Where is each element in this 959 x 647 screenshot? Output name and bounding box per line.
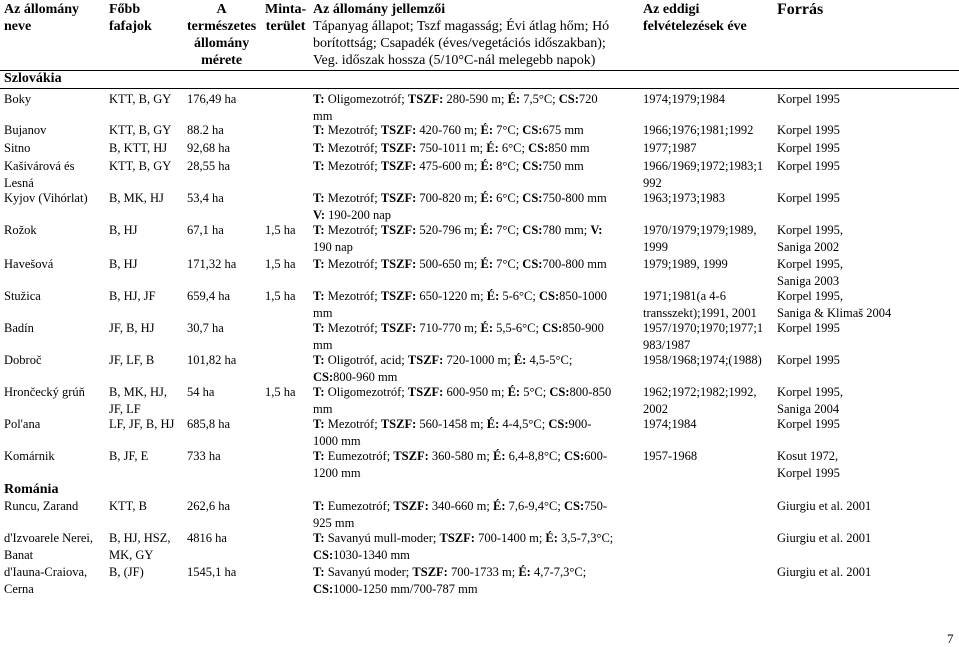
row-name-line: Boky <box>4 92 32 106</box>
row-source <box>777 352 957 369</box>
row-name-line: Cerna <box>4 582 34 596</box>
row-size <box>187 530 263 547</box>
row-size <box>187 384 263 401</box>
row-sample-area <box>265 288 311 305</box>
row-size <box>187 320 263 337</box>
row-characteristics <box>313 158 639 175</box>
col-header-eddigi-line1: Az eddigi <box>643 2 700 17</box>
row-fajok <box>109 288 185 305</box>
row-size-line: 67,1 ha <box>187 223 224 237</box>
page-number: 7 <box>947 631 954 646</box>
row-name-line: Badín <box>4 321 34 335</box>
row-fajok-line: LF, JF, B, HJ <box>109 417 175 431</box>
row-fajok-line: B, MK, HJ <box>109 191 164 205</box>
row-fajok <box>109 91 185 108</box>
row-survey-years-line: 1957/1970;1970;1977;1 <box>643 321 764 335</box>
row-survey-years-line: 1999 <box>643 240 668 254</box>
row-characteristics-line: T: Eumezotróf; TSZF: 360-580 m; É: 6,4-8,8°C; CS:600- <box>313 449 608 463</box>
row-source <box>777 384 957 418</box>
row-size <box>187 158 263 175</box>
col-header-allomany-line3: állomány <box>193 36 250 51</box>
row-size <box>187 222 263 239</box>
row-source-line: Saniga & Klimaš 2004 <box>777 306 892 320</box>
row-name <box>4 222 106 239</box>
row-survey-years <box>643 122 773 139</box>
row-characteristics-line: T: Oligotróf, acid; TSZF: 720-1000 m; É: 4,5-5°C; <box>313 353 573 367</box>
row-size <box>187 498 263 515</box>
row-size-line: 171,32 ha <box>187 257 237 271</box>
row-characteristics <box>313 564 639 598</box>
row-characteristics-line: T: Mezotróf; TSZF: 520-796 m; É: 7°C; CS:780 mm; V: <box>313 223 603 237</box>
row-size-line: 659,4 ha <box>187 289 231 303</box>
divider <box>0 88 959 89</box>
row-fajok-line: B, HJ <box>109 257 138 271</box>
row-name-line: Stužica <box>4 289 41 303</box>
row-source <box>777 158 957 175</box>
row-survey-years-line: 1966;1976;1981;1992 <box>643 123 754 137</box>
row-fajok-line: KTT, B, GY <box>109 159 172 173</box>
row-fajok <box>109 140 185 157</box>
row-characteristics-line: mm <box>313 338 333 352</box>
col-header-name-line2: neve <box>4 19 32 34</box>
row-fajok-line: B, MK, HJ, <box>109 385 167 399</box>
row-characteristics-line: CS:1000-1250 mm/700-787 mm <box>313 582 478 596</box>
row-survey-years <box>643 222 773 256</box>
row-survey-years <box>643 352 773 369</box>
row-characteristics-line: T: Oligomezotróf; TSZF: 600-950 m; É: 5°C; CS:800-850 <box>313 385 612 399</box>
row-source-line: Korpel 1995 <box>777 159 840 173</box>
row-characteristics <box>313 384 639 418</box>
col-header-jellemzoi <box>313 1 648 69</box>
row-characteristics-line: T: Mezotróf; TSZF: 475-600 m; É: 8°C; CS:750 mm <box>313 159 584 173</box>
row-size-line: 88.2 ha <box>187 123 224 137</box>
row-size-line: 92,68 ha <box>187 141 231 155</box>
col-header-name-line1: Az állomány <box>4 2 80 17</box>
row-survey-years <box>643 288 773 322</box>
row-fajok <box>109 384 185 418</box>
row-source <box>777 320 957 337</box>
row-source <box>777 530 957 547</box>
row-source <box>777 222 957 256</box>
col-header-allomany <box>187 1 256 69</box>
row-name-line: Pol'ana <box>4 417 41 431</box>
row-name <box>4 498 106 515</box>
row-source <box>777 256 957 290</box>
row-name <box>4 256 106 273</box>
row-size-line: 101,82 ha <box>187 353 237 367</box>
row-fajok-line: B, JF, E <box>109 449 149 463</box>
row-characteristics-line: 1000 mm <box>313 434 361 448</box>
row-survey-years <box>643 190 773 207</box>
col-header-fajok-line2: fafajok <box>109 19 152 34</box>
row-name <box>4 288 106 305</box>
col-header-eddigi <box>643 1 747 35</box>
row-source <box>777 564 957 581</box>
row-characteristics-line: T: Mezotróf; TSZF: 710-770 m; É: 5,5-6°C; CS:850-900 <box>313 321 604 335</box>
col-header-fajok <box>109 1 152 35</box>
row-name <box>4 140 106 157</box>
row-size-line: 28,55 ha <box>187 159 231 173</box>
row-source-line: Korpel 1995 <box>777 466 840 480</box>
row-name-line: Kyjov (Vihórlat) <box>4 191 88 205</box>
row-fajok-line: B, HJ, JF <box>109 289 156 303</box>
row-source-line: Korpel 1995, <box>777 257 843 271</box>
row-sample-area-line: 1,5 ha <box>265 257 296 271</box>
row-survey-years-line: 1974;1979;1984 <box>643 92 725 106</box>
row-fajok-line: B, (JF) <box>109 565 144 579</box>
col-header-jellemzoi-desc-3: Veg. időszak hossza (5/10°C-nál melegebb napok) <box>313 53 596 68</box>
row-characteristics <box>313 288 639 322</box>
row-name-line: Bujanov <box>4 123 47 137</box>
row-name-line: Hrončecký grúň <box>4 385 85 399</box>
row-characteristics <box>313 122 639 139</box>
col-header-minta-line2: terület <box>265 19 306 34</box>
row-characteristics-line: T: Mezotróf; TSZF: 750-1011 m; É: 6°C; CS:850 mm <box>313 141 590 155</box>
row-characteristics-line: T: Mezotróf; TSZF: 560-1458 m; É: 4-4,5°C; CS:900- <box>313 417 592 431</box>
row-characteristics <box>313 352 639 386</box>
row-fajok <box>109 190 185 207</box>
row-survey-years-line: 1979;1989, 1999 <box>643 257 728 271</box>
row-fajok <box>109 564 185 581</box>
row-source <box>777 288 957 322</box>
row-size <box>187 564 263 581</box>
row-characteristics <box>313 190 639 224</box>
row-name <box>4 320 106 337</box>
row-characteristics <box>313 530 639 564</box>
row-survey-years-line: 983/1987 <box>643 338 691 352</box>
row-size <box>187 352 263 369</box>
row-characteristics-line: 925 mm <box>313 516 355 530</box>
row-characteristics-line: T: Savanyú mull-moder; TSZF: 700-1400 m; É: 3,5-7,3°C; <box>313 531 614 545</box>
row-sample-area <box>265 222 311 239</box>
row-survey-years <box>643 256 773 273</box>
row-fajok <box>109 448 185 465</box>
row-name <box>4 416 106 433</box>
row-source-line: Korpel 1995, <box>777 289 843 303</box>
row-size-line: 262,6 ha <box>187 499 231 513</box>
row-size-line: 1545,1 ha <box>187 565 237 579</box>
row-source-line: Giurgiu et al. 2001 <box>777 499 872 513</box>
row-source <box>777 448 957 482</box>
row-characteristics <box>313 140 639 157</box>
row-source-line: Saniga 2004 <box>777 402 840 416</box>
row-survey-years <box>643 320 773 354</box>
row-name <box>4 190 106 207</box>
row-name-line: Sitno <box>4 141 31 155</box>
row-survey-years-line: 1977;1987 <box>643 141 697 155</box>
row-characteristics <box>313 448 639 482</box>
row-survey-years-line: 1970/1979;1979;1989, <box>643 223 757 237</box>
row-source-line: Korpel 1995 <box>777 321 840 335</box>
row-fajok <box>109 416 185 433</box>
row-size <box>187 256 263 273</box>
row-survey-years-line: 1966/1969;1972;1983;1 <box>643 159 764 173</box>
col-header-minta-line1: Minta- <box>265 2 307 17</box>
row-source <box>777 91 957 108</box>
row-characteristics-line: T: Mezotróf; TSZF: 700-820 m; É: 6°C; CS:750-800 mm <box>313 191 607 205</box>
row-source-line: Korpel 1995 <box>777 92 840 106</box>
country-heading-slovakia: Szlovákia <box>4 71 62 86</box>
row-fajok-line: JF, LF <box>109 402 141 416</box>
row-characteristics <box>313 91 639 125</box>
row-survey-years <box>643 384 773 418</box>
row-name-line: Kašivárová és <box>4 159 75 173</box>
row-source-line: Saniga 2003 <box>777 274 840 288</box>
row-source <box>777 140 957 157</box>
row-characteristics-line: T: Mezotróf; TSZF: 500-650 m; É: 7°C; CS:700-800 mm <box>313 257 607 271</box>
row-fajok-line: KTT, B, GY <box>109 92 172 106</box>
row-survey-years <box>643 158 773 192</box>
row-survey-years-line: 1974;1984 <box>643 417 697 431</box>
row-fajok-line: KTT, B, GY <box>109 123 172 137</box>
row-source-line: Kosut 1972, <box>777 449 839 463</box>
row-fajok <box>109 122 185 139</box>
row-characteristics-line: mm <box>313 306 333 320</box>
col-header-allomany-line2: természetes <box>187 19 257 34</box>
row-name-line: Dobroč <box>4 353 42 367</box>
row-characteristics <box>313 222 639 256</box>
col-header-jellemzoi-title: Az állomány jellemzői <box>313 2 446 17</box>
row-name-line: Havešová <box>4 257 54 271</box>
row-sample-area-line: 1,5 ha <box>265 385 296 399</box>
row-characteristics-line: T: Mezotróf; TSZF: 420-760 m; É: 7°C; CS:675 mm <box>313 123 584 137</box>
row-source-line: Korpel 1995 <box>777 141 840 155</box>
row-fajok <box>109 256 185 273</box>
col-header-eddigi-line2: felvételezések éve <box>643 19 747 34</box>
row-characteristics <box>313 416 639 450</box>
row-name-line: Rožok <box>4 223 37 237</box>
row-name-line: d'Iauna-Craiova, <box>4 565 88 579</box>
row-fajok-line: B, KTT, HJ <box>109 141 168 155</box>
row-source-line: Giurgiu et al. 2001 <box>777 565 872 579</box>
row-fajok <box>109 222 185 239</box>
row-size-line: 54 ha <box>187 385 215 399</box>
row-size <box>187 416 263 433</box>
row-size-line: 733 ha <box>187 449 221 463</box>
row-size <box>187 140 263 157</box>
row-characteristics-line: T: Mezotróf; TSZF: 650-1220 m; É: 5-6°C; CS:850-1000 <box>313 289 608 303</box>
row-size <box>187 122 263 139</box>
col-header-allomany-line4: mérete <box>201 53 243 68</box>
row-characteristics <box>313 498 639 532</box>
row-size-line: 685,8 ha <box>187 417 231 431</box>
row-survey-years <box>643 91 773 108</box>
row-source-line: Saniga 2002 <box>777 240 840 254</box>
row-size-line: 4816 ha <box>187 531 227 545</box>
row-source-line: Korpel 1995 <box>777 417 840 431</box>
row-characteristics-line: mm <box>313 109 333 123</box>
row-survey-years-line: 1971;1981(a 4-6 <box>643 289 726 303</box>
col-header-forras: Forrás <box>777 1 824 18</box>
row-name <box>4 530 106 564</box>
col-header-fajok-line1: Főbb <box>109 2 141 17</box>
row-source-line: Korpel 1995 <box>777 123 840 137</box>
row-characteristics <box>313 320 639 354</box>
col-header-jellemzoi-desc-1: Tápanyag állapot; Tszf magasság; Évi átlag hőm; Hó <box>313 19 610 34</box>
row-sample-area <box>265 256 311 273</box>
col-header-jellemzoi-desc-2: borítottság; Csapadék (éves/vegetációs időszakban); <box>313 36 606 51</box>
row-survey-years-line: 992 <box>643 176 662 190</box>
row-size <box>187 448 263 465</box>
row-sample-area <box>265 384 311 401</box>
row-fajok-line: JF, LF, B <box>109 353 155 367</box>
row-source <box>777 416 957 433</box>
row-source <box>777 190 957 207</box>
row-size <box>187 91 263 108</box>
row-fajok-line: B, HJ, HSZ, <box>109 531 171 545</box>
row-survey-years <box>643 448 773 465</box>
row-survey-years-line: transszekt);1991, 2001 <box>643 306 757 320</box>
row-size-line: 30,7 ha <box>187 321 224 335</box>
row-source <box>777 498 957 515</box>
row-size-line: 176,49 ha <box>187 92 237 106</box>
col-header-minta <box>265 1 306 35</box>
row-name-line: Banat <box>4 548 34 562</box>
row-name <box>4 564 106 598</box>
row-name <box>4 122 106 139</box>
row-name-line: Komárnik <box>4 449 55 463</box>
row-source-line: Korpel 1995 <box>777 353 840 367</box>
row-characteristics-line: T: Eumezotróf; TSZF: 340-660 m; É: 7,6-9,4°C; CS:750- <box>313 499 608 513</box>
row-characteristics-line: mm <box>313 402 333 416</box>
row-name-line: d'Izvoarele Nerei, <box>4 531 94 545</box>
row-survey-years-line: 1958/1968;1974;(1988) <box>643 353 762 367</box>
row-name <box>4 384 106 401</box>
row-fajok-line: KTT, B <box>109 499 147 513</box>
col-header-name <box>4 1 79 35</box>
row-name <box>4 352 106 369</box>
row-fajok <box>109 352 185 369</box>
row-characteristics-line: T: Savanyú moder; TSZF: 700-1733 m; É: 4,7-7,3°C; <box>313 565 587 579</box>
row-source-line: Korpel 1995, <box>777 223 843 237</box>
row-survey-years <box>643 416 773 433</box>
row-characteristics-line: CS:800-960 mm <box>313 370 398 384</box>
row-characteristics <box>313 256 639 273</box>
row-size <box>187 190 263 207</box>
row-survey-years-line: 2002 <box>643 402 668 416</box>
row-characteristics-line: 1200 mm <box>313 466 361 480</box>
row-source <box>777 122 957 139</box>
row-source-line: Korpel 1995, <box>777 385 843 399</box>
row-name-line: Runcu, Zarand <box>4 499 79 513</box>
row-size <box>187 288 263 305</box>
country-heading-romania: Románia <box>4 482 59 497</box>
row-sample-area-line: 1,5 ha <box>265 223 296 237</box>
row-fajok <box>109 320 185 337</box>
row-characteristics-line: T: Oligomezotróf; TSZF: 280-590 m; É: 7,5°C; CS:720 <box>313 92 598 106</box>
row-name-line: Lesná <box>4 176 34 190</box>
row-size-line: 53,4 ha <box>187 191 224 205</box>
row-survey-years-line: 1963;1973;1983 <box>643 191 725 205</box>
row-name <box>4 158 106 192</box>
row-characteristics-line: 190 nap <box>313 240 353 254</box>
row-fajok-line: MK, GY <box>109 548 154 562</box>
row-survey-years <box>643 140 773 157</box>
row-fajok <box>109 498 185 515</box>
row-sample-area-line: 1,5 ha <box>265 289 296 303</box>
row-fajok <box>109 530 185 564</box>
row-survey-years-line: 1957-1968 <box>643 449 698 463</box>
row-fajok-line: B, HJ <box>109 223 138 237</box>
row-survey-years-line: 1962;1972;1982;1992, <box>643 385 757 399</box>
row-fajok-line: JF, B, HJ <box>109 321 155 335</box>
row-characteristics-line: V: 190-200 nap <box>313 208 392 222</box>
divider <box>0 70 959 71</box>
col-header-allomany-line1: A <box>216 2 227 17</box>
row-fajok <box>109 158 185 175</box>
row-name <box>4 91 106 108</box>
row-characteristics-line: CS:1030-1340 mm <box>313 548 410 562</box>
row-source-line: Korpel 1995 <box>777 191 840 205</box>
row-source-line: Giurgiu et al. 2001 <box>777 531 872 545</box>
row-name <box>4 448 106 465</box>
